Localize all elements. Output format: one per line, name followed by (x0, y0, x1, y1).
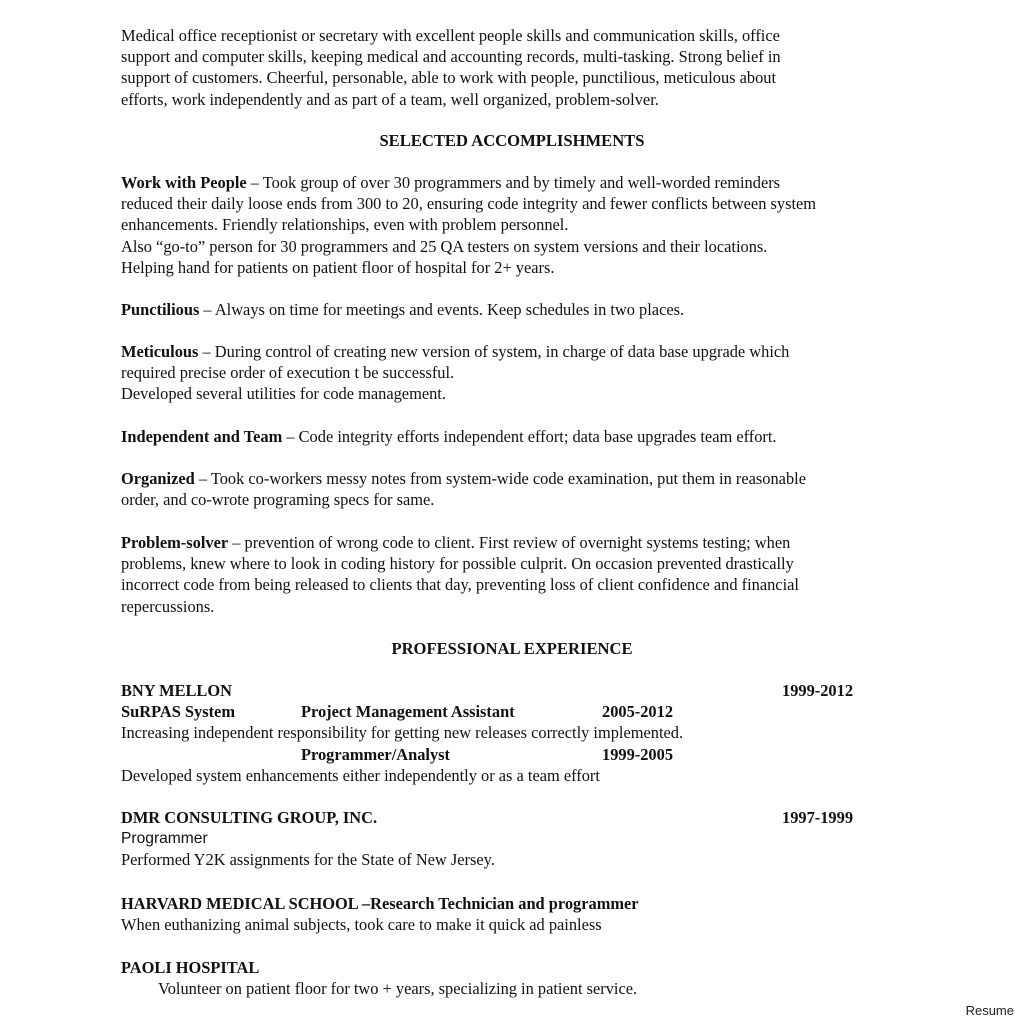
accomplishment-text: – Took group of over 30 programmers and by timely and well-worded reminders (246, 173, 781, 192)
accomplishments-heading: SELECTED ACCOMPLISHMENTS (379, 131, 645, 150)
accomplishment-text: order, and co-wrote programing specs for same. (121, 490, 435, 510)
summary-line: Medical office receptionist or secretary with excellent people skills and communication skills, office (121, 26, 780, 45)
accomplishment-text: reduced their daily loose ends from 300 to 20, ensuring code integrity and fewer conflicts between system (121, 194, 817, 214)
accomplishment-text: Also “go-to” person for 30 programmers and 25 QA testers on system versions and their locations. (121, 236, 768, 256)
summary-line: support and computer skills, keeping medical and accounting records, multi-tasking. Strong belief in (121, 47, 781, 67)
accomplishment-text: enhancements. Friendly relationships, even with problem personnel. (121, 215, 569, 235)
company-years: 1999-2012 (782, 681, 854, 700)
accomplishment-title: Work with People (121, 173, 247, 192)
company-years: 1997-1999 (782, 808, 854, 827)
role-description: Developed system enhancements either independently or as a team effort (121, 765, 600, 785)
accomplishment-text: repercussions. (121, 596, 215, 616)
accomplishment-text: – Always on time for meetings and events. Keep schedules in two places. (199, 300, 685, 319)
role-description: When euthanizing animal subjects, took care to make it quick ad painless (121, 915, 602, 935)
accomplishment-text: – Code integrity efforts independent effort; data base upgrades team effort. (282, 427, 777, 446)
resume-tag: Resume (965, 1003, 1014, 1018)
accomplishment-title: Problem-solver (121, 533, 229, 552)
accomplishment-text: – Took co-workers messy notes from system-wide code examination, put them in reasonable (194, 469, 806, 488)
summary-line: efforts, work independently and as part of a team, well organized, problem-solver. (121, 89, 659, 109)
company-name: DMR CONSULTING GROUP, INC. (121, 808, 378, 827)
accomplishment-text: required precise order of execution t be successful. (121, 363, 455, 383)
role-title: Programmer/Analyst (301, 744, 450, 764)
accomplishment-organized (121, 468, 921, 510)
job-bny-mellon (121, 680, 881, 786)
accomplishment-text: – prevention of wrong code to client. First review of overnight systems testing; when (228, 533, 791, 552)
job-dmr-consulting (121, 807, 881, 871)
accomplishment-text: incorrect code from being released to clients that day, preventing loss of client confidence and financial (121, 575, 799, 595)
role-years: 1999-2005 (602, 744, 674, 764)
accomplishment-text: Helping hand for patients on patient floor of hospital for 2+ years. (121, 257, 555, 277)
accomplishment-text: Developed several utilities for code management. (121, 384, 446, 404)
summary-paragraph (121, 25, 921, 110)
accomplishment-independent-and-team (121, 426, 921, 447)
accomplishment-meticulous (121, 341, 921, 405)
accomplishment-work-with-people (121, 172, 921, 278)
role-title: Programmer (121, 830, 208, 848)
accomplishment-text: problems, knew where to look in coding history for possible culprit. On occasion prevented drastically (121, 554, 794, 574)
accomplishment-text: – During control of creating new version of system, in charge of data base upgrade which (198, 342, 790, 361)
accomplishment-title: Organized (121, 469, 195, 488)
job-paoli-hospital (121, 957, 881, 999)
accomplishment-title: Independent and Team (121, 427, 283, 446)
job-harvard-medical-school (121, 893, 881, 935)
role-title: Project Management Assistant (301, 702, 515, 722)
role-description: Performed Y2K assignments for the State of New Jersey. (121, 850, 495, 870)
summary-line: support of customers. Cheerful, personable, able to work with people, punctilious, meticulous about (121, 68, 777, 88)
role-years: 2005-2012 (602, 702, 674, 722)
accomplishment-punctilious (121, 299, 921, 320)
accomplishment-title: Punctilious (121, 300, 200, 319)
company-name: PAOLI HOSPITAL (121, 958, 260, 977)
role-description: Volunteer on patient floor for two + years, specializing in patient service. (158, 979, 638, 999)
accomplishment-title: Meticulous (121, 342, 199, 361)
company-name: HARVARD MEDICAL SCHOOL –Research Technician and programmer (121, 894, 639, 913)
company-name: BNY MELLON (121, 681, 232, 700)
system-name: SuRPAS System (121, 702, 235, 722)
role-description: Increasing independent responsibility for getting new releases correctly implemented. (121, 723, 684, 743)
experience-heading: PROFESSIONAL EXPERIENCE (391, 639, 633, 658)
accomplishment-problem-solver (121, 532, 921, 617)
